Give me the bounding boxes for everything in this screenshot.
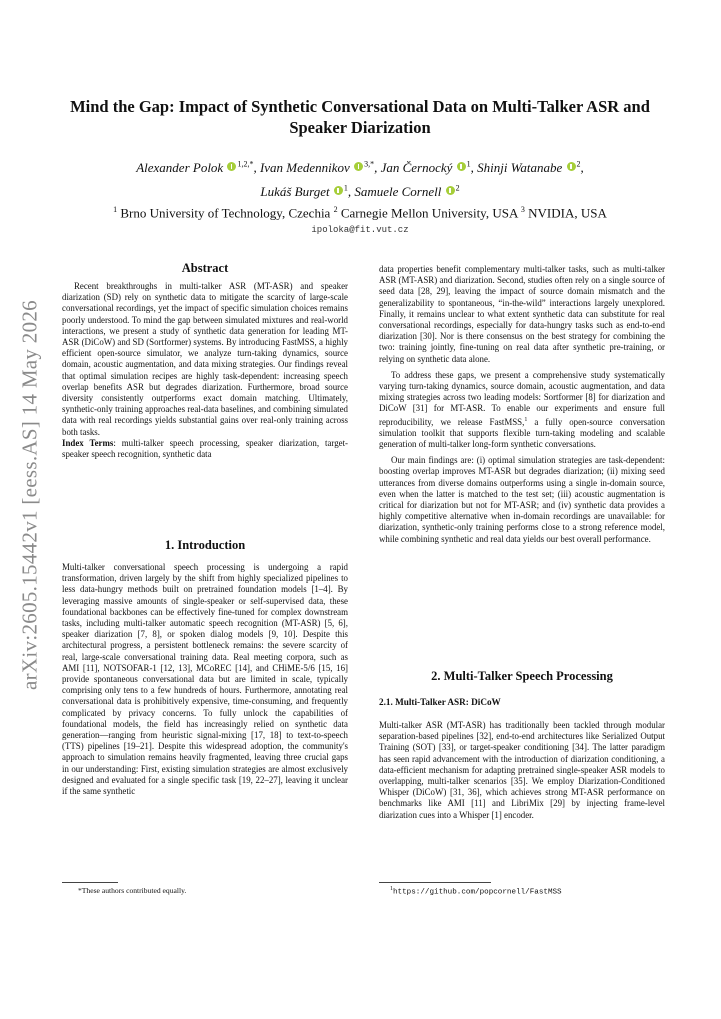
affiliations: $^1$ Brno University of Technology, Czechia $^2$ Carnegie Mellon University, USA $^3$ NVIDIA, USA bbox=[113, 205, 607, 221]
section-2-heading: 2. Multi-Talker Speech Processing bbox=[431, 669, 613, 683]
author: Jan Černocký $^1$, bbox=[380, 160, 478, 176]
arxiv-watermark bbox=[10, 280, 50, 710]
orcid-icon[interactable] bbox=[567, 162, 576, 171]
index-terms: Index Terms: multi-talker speech processing, speaker diarization, target-speaker speech recognition, synthetic data bbox=[62, 437, 348, 460]
section-2-1-body: Multi-talker ASR (MT-ASR) has traditionally been tackled through modular separation-based pipelines [32], end-to-end architectures like Serialized Output Training (SOT) [33], or target-speaker conditioning [34]. The latter paradigm has seen rapid advancement with the introduction of diarization conditioning, a data-efficient mechanism for adapting pretrained single-speaker ASR models to overlapping, multi-talker scenarios [35]. We employ Diarization-Conditioned Whisper (DiCoW) [31, 36], which achieves strong MT-ASR performance on benchmarks like AMI [11] and LibriMix [29] by injecting frame-level diarization cues into a Whisper [1] encoder. bbox=[379, 720, 665, 820]
orcid-icon[interactable] bbox=[354, 162, 363, 171]
footnote-rule bbox=[62, 882, 118, 883]
abstract-heading: Abstract bbox=[181, 261, 229, 275]
intro-body: Multi-talker conversational speech processing is undergoing a rapid transformation, driven largely by the shift from highly specialized pipelines to less data-hungry methods built on pretrained foundation models [1–4]. By leveraging massive amounts of single-speaker or self-supervised data, these foundational backbones can be effectively fine-tuned for complex downstream tasks, including multi-talker automatic speech recognition (MT-ASR) [5, 6], speaker diarization [7, 8], or spoken dialog models [9, 10]. Despite this architectural progress, a persistent bottleneck remains: the severe scarcity of real, large-scale conversational training data. Real meeting corpora, such as AMI [11], NOTSOFAR-1 [12, 13], MCoREC [14], and CHiME-5/6 [15, 16] provide spontaneous conversational data but are limited in scale, typically comprising only tens to a few hundreds of hours. Furthermore, annotating real conversational data is prohibitively expensive, time-consuming, and frequently complicated by privacy concerns. To fully unlock the capabilities of foundational models, the field has increasingly relied on synthetic data generation—ranging from heuristic signal-mixing [17, 18] to text-to-speech (TTS) pipelines [19–21]. Despite this widespread adoption, the community's approach to simulation remains heavily fragmented, leaving three crucial gaps in our understanding: First, existing simulation strategies are almost exclusively designed and evaluated for a single specific task [19, 22–27], leaving it unclear if the same synthetic bbox=[62, 562, 348, 797]
section-1-heading: 1. Introduction bbox=[164, 538, 246, 552]
orcid-icon[interactable] bbox=[227, 162, 236, 171]
author-list bbox=[60, 155, 660, 202]
subsection-2-1-heading: 2.1. Multi-Talker ASR: DiCoW bbox=[379, 697, 501, 707]
abstract-body: Recent breakthroughs in multi-talker ASR (MT-ASR) and speaker diarization (SD) rely on synthetic data to mitigate the scarcity of large-scale conversational recordings, yet the impact of specific simulation choices remains poorly understood. To mind the gap between simulated mixtures and real-world interactions, we present a study of synthetic data generation for leading MT-ASR (DiCoW) and SD (Sortformer) systems. By introducing FastMSS, a highly efficient open-source simulator, we analyze turn-taking dynamics, source domain, acoustic augmentation, and data mixing strategies. Our findings reveal that optimal simulation recipes are highly task-dependent: increasing speech overlap benefits ASR but degrades diarization. Furthermore, broad source diversity consistently outperforms exact domain matching. Ultimately, synthetic-only training approaches real-data baselines, and combining simulated data with real recordings yields substantial gains over real-only training across both tasks. Index Terms: multi-talker speech processing, speaker diarization, target-speaker speech recognition, synthetic data bbox=[62, 281, 348, 460]
author: Alexander Polok $^{1,2,*}$, bbox=[136, 160, 260, 176]
arxiv-id: arXiv:2605.15442v1 [eess.AS] 14 May 2026 bbox=[17, 300, 42, 690]
orcid-icon[interactable] bbox=[457, 162, 466, 171]
footnote-equal-contribution: *These authors contributed equally. bbox=[78, 886, 187, 895]
footnote-url[interactable]: $^1$https://github.com/popcornell/FastMSS bbox=[390, 886, 562, 897]
orcid-icon[interactable] bbox=[334, 186, 343, 195]
right-column-body: data properties benefit complementary multi-talker tasks, such as multi-talker ASR (MT-ASR) and diarization. Second, studies often rely on a single source of seed data [28, 29], leaving the impact of source domain mismatch and the generalizability to spontaneous, “in-the-wild” interactions largely unexplored. Finally, it remains unclear to what extent synthetic data can substitute for real conversational recordings, especially for data-hungry tasks such as end-to-end diarization [30]. Nor is there consensus on the best strategy for combining the two: training jointly, fine-tuning on real data after synthetic pre-training, or relying on synthetic data alone. To address these gaps, we present a comprehensive study systematically varying turn-taking dynamics, source domain, acoustic augmentation, and data mixing strategies across two leading models: Sortformer [8] for diarization and DiCoW [31] for MT-ASR. To enable our experiments and ensure full reproducibility, we release FastMSS,$^1$ a fully open-source conversation simulation toolkit that supports flexible turn-taking modeling and scalable generation of multi-talker long-form synthetic conversations. Our main findings are: (i) optimal simulation strategies are task-dependent: boosting overlap improves MT-ASR but degrades diarization; (ii) mixing seed utterances from diverse domains outperforms using a single in-domain source, even when the latter is matched to the test set; (iii) acoustic augmentation is critical for diarization but not for MT-ASR; and (iv) synthetic data provides a highly competitive alternative when in-domain recordings are unavailable: for diarization, synthetic-only training performs close to a strong reference model, while combining synthetic and real data yields our best overall performance. bbox=[379, 264, 665, 544]
author: Ivan Medennikov $^{3,*}$, bbox=[259, 160, 381, 176]
paper-title: Mind the Gap: Impact of Synthetic Conversational Data on Multi-Talker ASR and Speaker Diarization bbox=[70, 97, 650, 137]
author-email[interactable]: ipoloka@fit.vut.cz bbox=[311, 225, 409, 235]
author: Lukáš Burget $^1$, bbox=[260, 183, 355, 199]
footnote-rule bbox=[379, 882, 491, 883]
author: Shinji Watanabe $^2$, bbox=[477, 160, 584, 176]
orcid-icon[interactable] bbox=[446, 186, 455, 195]
author: Samuele Cornell $^2$ bbox=[354, 183, 460, 199]
